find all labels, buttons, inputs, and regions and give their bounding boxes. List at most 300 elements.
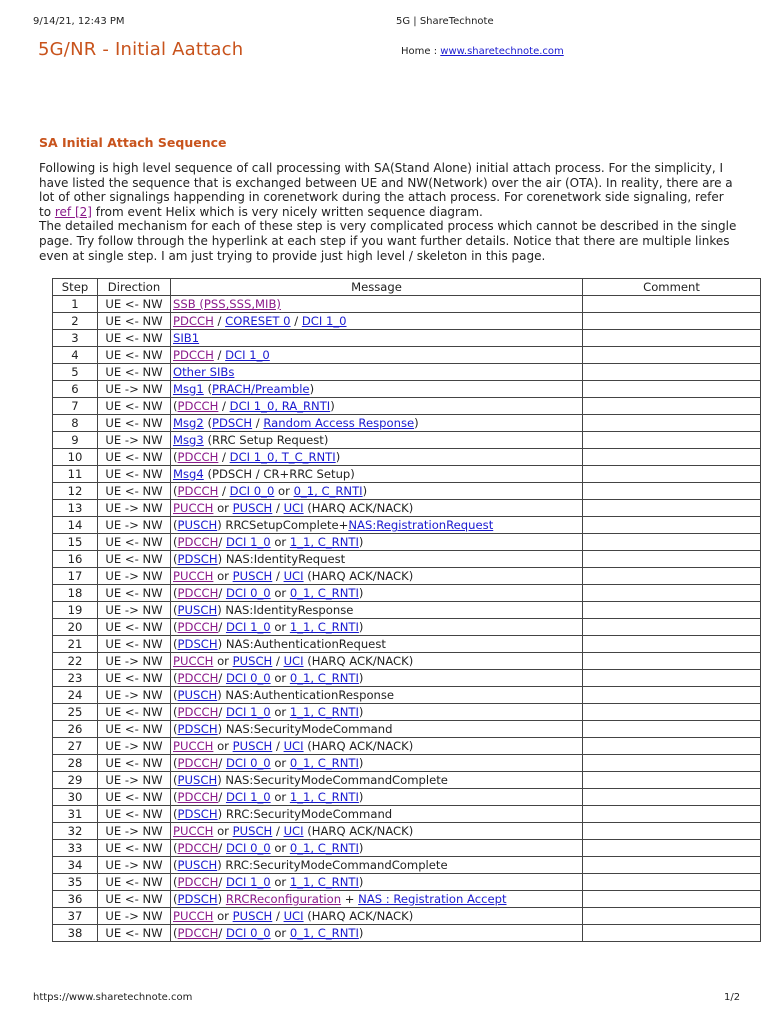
direction-cell: UE <- NW [98, 483, 171, 500]
comment-cell [583, 891, 761, 908]
message-link[interactable]: DCI 1_0, RA_RNTI [229, 399, 331, 413]
message-text: ( [173, 722, 178, 736]
message-cell [171, 619, 583, 636]
message-text: / [272, 739, 284, 753]
message-link[interactable]: DCI 0_0 [229, 484, 275, 498]
step-cell: 19 [53, 602, 98, 619]
step-cell: 12 [53, 483, 98, 500]
message-text: ) RRCSetupComplete+ [217, 518, 349, 532]
message-link[interactable]: PUCCH [173, 569, 214, 583]
message-text: / [218, 399, 230, 413]
message-link[interactable]: PUSCH [177, 518, 218, 532]
message-link[interactable]: Other SIBs [173, 365, 235, 379]
table-row [53, 517, 761, 534]
step-cell: 10 [53, 449, 98, 466]
message-text: (HARQ ACK/NACK) [303, 569, 414, 583]
message-text: ) [358, 671, 364, 685]
message-link[interactable]: NAS:RegistrationRequest [348, 518, 494, 532]
message-text: / [218, 586, 226, 600]
direction-cell: UE -> NW [98, 823, 171, 840]
message-link[interactable]: PDSCH [177, 637, 218, 651]
message-link[interactable]: DCI 1_0 [225, 348, 270, 362]
step-cell: 2 [53, 313, 98, 330]
message-text: ( [173, 450, 178, 464]
message-cell [171, 381, 583, 398]
message-text: ( [173, 875, 178, 889]
table-row [53, 330, 761, 347]
message-link[interactable]: NAS : Registration Accept [358, 892, 507, 906]
message-cell [171, 415, 583, 432]
message-text: ( [173, 705, 178, 719]
message-link[interactable]: DCI 1_0, T_C_RNTI [229, 450, 336, 464]
message-text: ) [362, 484, 368, 498]
message-text: or [270, 875, 290, 889]
table-row [53, 619, 761, 636]
direction-cell: UE <- NW [98, 398, 171, 415]
direction-cell: UE <- NW [98, 296, 171, 313]
direction-cell: UE -> NW [98, 602, 171, 619]
message-text: ( [173, 399, 178, 413]
comment-cell [583, 602, 761, 619]
message-text: ) RRC:SecurityModeCommandComplete [217, 858, 448, 872]
message-cell [171, 670, 583, 687]
step-cell: 33 [53, 840, 98, 857]
message-link[interactable]: 0_1, C_RNTI [289, 671, 359, 685]
table-header-row [53, 279, 761, 296]
message-text: / [218, 705, 226, 719]
message-cell [171, 636, 583, 653]
message-text: ( [173, 926, 178, 940]
message-cell [171, 364, 583, 381]
ref-2-link[interactable]: ref [2] [54, 204, 92, 219]
page-title: 5G/NR - Initial Aattach [38, 39, 244, 60]
attach-sequence-table [52, 278, 761, 942]
message-text: ( [173, 620, 178, 634]
message-text: ) [217, 892, 226, 906]
message-text: ) NAS:IdentityResponse [217, 603, 354, 617]
message-link[interactable]: PDCCH [177, 875, 219, 889]
message-text: / [218, 450, 230, 464]
direction-cell: UE <- NW [98, 806, 171, 823]
step-cell: 37 [53, 908, 98, 925]
message-text: ) [358, 535, 364, 549]
message-text: or [270, 535, 290, 549]
header-step: Step [53, 279, 98, 296]
message-link[interactable]: SSB (PSS,SSS,MIB) [173, 297, 281, 311]
message-cell [171, 534, 583, 551]
table-row [53, 602, 761, 619]
message-cell [171, 857, 583, 874]
header-message: Message [171, 279, 583, 296]
message-link[interactable]: PUCCH [173, 654, 214, 668]
comment-cell [583, 296, 761, 313]
comment-cell [583, 415, 761, 432]
direction-cell: UE <- NW [98, 891, 171, 908]
message-text: ) NAS:SecurityModeCommand [217, 722, 393, 736]
message-link[interactable]: PDSCH [177, 722, 218, 736]
step-cell: 30 [53, 789, 98, 806]
comment-cell [583, 551, 761, 568]
comment-cell [583, 347, 761, 364]
message-link[interactable]: 0_1, C_RNTI [289, 926, 359, 940]
table-row [53, 466, 761, 483]
direction-cell: UE -> NW [98, 772, 171, 789]
message-link[interactable]: PUSCH [232, 501, 273, 515]
message-text: / [218, 875, 226, 889]
table-row [53, 500, 761, 517]
footer-url: https://www.sharetechnote.com [33, 992, 193, 1003]
message-link[interactable]: PUCCH [173, 501, 214, 515]
message-link[interactable]: PRACH/Preamble [212, 382, 310, 396]
message-link[interactable]: PDSCH [212, 416, 253, 430]
message-text: ( [173, 586, 178, 600]
message-text: ) [335, 450, 341, 464]
message-link[interactable]: PDSCH [177, 807, 218, 821]
comment-cell [583, 840, 761, 857]
step-cell: 24 [53, 687, 98, 704]
message-cell [171, 296, 583, 313]
message-text: or [274, 484, 294, 498]
step-cell: 38 [53, 925, 98, 942]
comment-cell [583, 755, 761, 772]
step-cell: 18 [53, 585, 98, 602]
direction-cell: UE <- NW [98, 534, 171, 551]
direction-cell: UE <- NW [98, 704, 171, 721]
direction-cell: UE -> NW [98, 432, 171, 449]
message-link[interactable]: DCI 0_0 [225, 926, 271, 940]
table-row [53, 568, 761, 585]
message-cell [171, 517, 583, 534]
message-link[interactable]: PUSCH [177, 858, 218, 872]
message-text: (HARQ ACK/NACK) [303, 654, 414, 668]
message-text: / [218, 756, 226, 770]
message-link[interactable]: UCI [283, 909, 304, 923]
comment-cell [583, 364, 761, 381]
message-text: ) [358, 790, 364, 804]
message-link[interactable]: 1_1, C_RNTI [289, 875, 359, 889]
table-row [53, 551, 761, 568]
message-text: ( [203, 416, 212, 430]
table-row [53, 483, 761, 500]
table-row [53, 585, 761, 602]
table-row [53, 296, 761, 313]
message-link[interactable]: DCI 1_0 [301, 314, 347, 328]
message-text: ( [173, 790, 178, 804]
message-cell [171, 313, 583, 330]
message-text: or [213, 909, 233, 923]
message-text: or [270, 926, 290, 940]
message-cell [171, 772, 583, 789]
message-text: or [213, 654, 233, 668]
message-cell [171, 806, 583, 823]
message-link[interactable]: PDCCH [177, 841, 219, 855]
direction-cell: UE <- NW [98, 313, 171, 330]
step-cell: 17 [53, 568, 98, 585]
comment-cell [583, 619, 761, 636]
message-link[interactable]: UCI [283, 739, 304, 753]
direction-cell: UE -> NW [98, 381, 171, 398]
message-link[interactable]: 1_1, C_RNTI [289, 705, 359, 719]
direction-cell: UE -> NW [98, 653, 171, 670]
step-cell: 4 [53, 347, 98, 364]
home-link-area [401, 46, 564, 57]
comment-cell [583, 908, 761, 925]
message-text: ) [358, 586, 364, 600]
step-cell: 1 [53, 296, 98, 313]
direction-cell: UE <- NW [98, 449, 171, 466]
message-text: ( [173, 637, 178, 651]
message-cell [171, 755, 583, 772]
message-text: ( [173, 552, 178, 566]
step-cell: 27 [53, 738, 98, 755]
intro-paragraph-1: Following is high level sequence of call processing with SA(Stand Alone) initial attach process. For the simplicity, I have listed the sequence that is exchanged between UE and NW(Network) over the air (OTA). In reality, there are a lot of other signalings happending in corenetwork during the attach process. For corenetwork side signaling, refer to ref [2] from event Helix which is very nicely written sequence diagram. [39, 161, 733, 219]
message-cell [171, 823, 583, 840]
message-link[interactable]: PUSCH [232, 569, 273, 583]
message-link[interactable]: PDCCH [177, 671, 219, 685]
table-row [53, 704, 761, 721]
message-text: ( [173, 535, 178, 549]
message-link[interactable]: PDCCH [173, 348, 214, 362]
message-text: / [290, 314, 302, 328]
table-row [53, 347, 761, 364]
intro-paragraph-2: The detailed mechanism for each of these step is very complicated process which cannot be described in the single page. Try follow through the hyperlink at each step if you want further details. Notice that there are multiple linkes even at single step. I am just trying to provide just high level / skeleton in this page. [39, 219, 737, 263]
message-link[interactable]: 1_1, C_RNTI [289, 790, 359, 804]
message-text: / [272, 909, 284, 923]
message-text: / [218, 484, 230, 498]
message-link[interactable]: PDCCH [177, 450, 219, 464]
message-link[interactable]: 0_1, C_RNTI [293, 484, 363, 498]
message-link[interactable]: DCI 0_0 [225, 586, 271, 600]
message-text: ( [173, 518, 178, 532]
message-link[interactable]: PUSCH [232, 909, 273, 923]
message-text: or [270, 841, 290, 855]
message-link[interactable]: PDSCH [177, 552, 218, 566]
message-cell [171, 585, 583, 602]
direction-cell: UE <- NW [98, 789, 171, 806]
direction-cell: UE <- NW [98, 619, 171, 636]
direction-cell: UE <- NW [98, 874, 171, 891]
comment-cell [583, 381, 761, 398]
comment-cell [583, 466, 761, 483]
message-link[interactable]: UCI [283, 501, 304, 515]
table-row [53, 806, 761, 823]
message-text: ( [173, 671, 178, 685]
message-text: or [270, 705, 290, 719]
direction-cell: UE <- NW [98, 840, 171, 857]
step-cell: 15 [53, 534, 98, 551]
message-link[interactable]: PDCCH [177, 926, 219, 940]
message-cell [171, 925, 583, 942]
comment-cell [583, 398, 761, 415]
message-text: or [270, 671, 290, 685]
table-row [53, 398, 761, 415]
message-link[interactable]: 0_1, C_RNTI [289, 586, 359, 600]
comment-cell [583, 636, 761, 653]
message-link[interactable]: DCI 1_0 [225, 535, 271, 549]
message-text: (RRC Setup Request) [203, 433, 329, 447]
message-link[interactable]: PDCCH [173, 314, 214, 328]
step-cell: 21 [53, 636, 98, 653]
message-text: ) NAS:SecurityModeCommandComplete [217, 773, 448, 787]
message-text: / [218, 841, 226, 855]
message-text: / [272, 824, 284, 838]
message-link[interactable]: PUSCH [177, 773, 218, 787]
comment-cell [583, 534, 761, 551]
message-link[interactable]: PUCCH [173, 739, 214, 753]
table-row [53, 534, 761, 551]
message-link[interactable]: DCI 0_0 [225, 671, 271, 685]
comment-cell [583, 670, 761, 687]
table-row [53, 721, 761, 738]
message-link[interactable]: UCI [283, 569, 304, 583]
comment-cell [583, 925, 761, 942]
message-text: ( [173, 841, 178, 855]
message-link[interactable]: UCI [283, 824, 304, 838]
message-text: (PDSCH / CR+RRC Setup) [203, 467, 355, 481]
message-text: ) [358, 705, 364, 719]
message-text: ( [173, 807, 178, 821]
message-cell [171, 398, 583, 415]
message-link[interactable]: UCI [283, 654, 304, 668]
table-row [53, 925, 761, 942]
message-cell [171, 500, 583, 517]
comment-cell [583, 432, 761, 449]
step-cell: 3 [53, 330, 98, 347]
step-cell: 35 [53, 874, 98, 891]
comment-cell [583, 721, 761, 738]
message-link[interactable]: DCI 1_0 [225, 875, 271, 889]
message-link[interactable]: Msg4 [173, 467, 204, 481]
comment-cell [583, 449, 761, 466]
message-link[interactable]: PDCCH [177, 620, 219, 634]
table-row [53, 840, 761, 857]
message-link[interactable]: RRCReconfiguration [225, 892, 342, 906]
message-link[interactable]: Msg1 [173, 382, 204, 396]
message-text: ) [414, 416, 419, 430]
message-text: or [270, 756, 290, 770]
message-cell [171, 449, 583, 466]
table-row [53, 687, 761, 704]
message-text: ) [358, 756, 364, 770]
table-row [53, 823, 761, 840]
message-cell [171, 704, 583, 721]
message-link[interactable]: 1_1, C_RNTI [289, 535, 359, 549]
table-row [53, 891, 761, 908]
message-link[interactable]: PDCCH [177, 586, 219, 600]
comment-cell [583, 568, 761, 585]
message-text: / [213, 348, 226, 362]
direction-cell: UE -> NW [98, 908, 171, 925]
message-link[interactable]: PUCCH [173, 824, 214, 838]
message-link[interactable]: PUSCH [232, 739, 273, 753]
comment-cell [583, 585, 761, 602]
step-cell: 5 [53, 364, 98, 381]
message-link[interactable]: PUSCH [232, 824, 273, 838]
print-timestamp: 9/14/21, 12:43 PM [33, 16, 125, 27]
comment-cell [583, 653, 761, 670]
comment-cell [583, 789, 761, 806]
home-link[interactable]: www.sharetechnote.com [440, 46, 564, 57]
message-text: / [272, 501, 284, 515]
message-link[interactable]: DCI 0_0 [225, 841, 271, 855]
table-row [53, 908, 761, 925]
message-text: ( [173, 603, 178, 617]
message-link[interactable]: 0_1, C_RNTI [289, 841, 359, 855]
message-text: ( [203, 382, 212, 396]
comment-cell [583, 313, 761, 330]
message-cell [171, 432, 583, 449]
message-link[interactable]: Random Access Response [263, 416, 415, 430]
direction-cell: UE <- NW [98, 721, 171, 738]
section-title: SA Initial Attach Sequence [39, 135, 227, 150]
step-cell: 6 [53, 381, 98, 398]
message-link[interactable]: PDCCH [177, 484, 219, 498]
message-link[interactable]: SIB1 [173, 331, 200, 345]
message-link[interactable]: DCI 1_0 [225, 790, 271, 804]
message-text: ( [173, 773, 178, 787]
message-text: + [341, 892, 359, 906]
message-text: ) RRC:SecurityModeCommand [217, 807, 393, 821]
message-link[interactable]: PUCCH [173, 909, 214, 923]
comment-cell [583, 738, 761, 755]
message-text: or [213, 739, 233, 753]
table-row [53, 772, 761, 789]
message-link[interactable]: 1_1, C_RNTI [289, 620, 359, 634]
comment-cell [583, 874, 761, 891]
message-text: ( [173, 756, 178, 770]
direction-cell: UE -> NW [98, 857, 171, 874]
message-text: ) [358, 926, 364, 940]
message-link[interactable]: PUSCH [232, 654, 273, 668]
step-cell: 9 [53, 432, 98, 449]
message-link[interactable]: DCI 0_0 [225, 756, 271, 770]
message-link[interactable]: DCI 1_0 [225, 620, 271, 634]
message-link[interactable]: Msg3 [173, 433, 204, 447]
message-link[interactable]: PDCCH [177, 535, 219, 549]
table-row [53, 364, 761, 381]
message-link[interactable]: PDCCH [177, 756, 219, 770]
message-link[interactable]: CORESET 0 [225, 314, 291, 328]
message-text: ( [173, 892, 178, 906]
table-row [53, 449, 761, 466]
message-cell [171, 874, 583, 891]
message-text: (HARQ ACK/NACK) [303, 739, 414, 753]
message-text: ) NAS:AuthenticationRequest [217, 637, 386, 651]
message-cell [171, 551, 583, 568]
footer-page: 1/2 [724, 992, 741, 1003]
message-text: ) [358, 841, 364, 855]
comment-cell [583, 517, 761, 534]
message-link[interactable]: DCI 1_0 [225, 705, 271, 719]
message-link[interactable]: Msg2 [173, 416, 204, 430]
comment-cell [583, 857, 761, 874]
message-link[interactable]: PDSCH [177, 892, 218, 906]
step-cell: 8 [53, 415, 98, 432]
step-cell: 13 [53, 500, 98, 517]
step-cell: 7 [53, 398, 98, 415]
message-text: / [272, 654, 284, 668]
message-link[interactable]: PDCCH [177, 790, 219, 804]
message-link[interactable]: PDCCH [177, 705, 219, 719]
message-link[interactable]: PDCCH [177, 399, 219, 413]
table-row [53, 432, 761, 449]
message-link[interactable]: PUSCH [177, 688, 218, 702]
direction-cell: UE -> NW [98, 517, 171, 534]
home-label: Home : [401, 46, 441, 57]
message-link[interactable]: PUSCH [177, 603, 218, 617]
message-link[interactable]: 0_1, C_RNTI [289, 756, 359, 770]
step-cell: 23 [53, 670, 98, 687]
